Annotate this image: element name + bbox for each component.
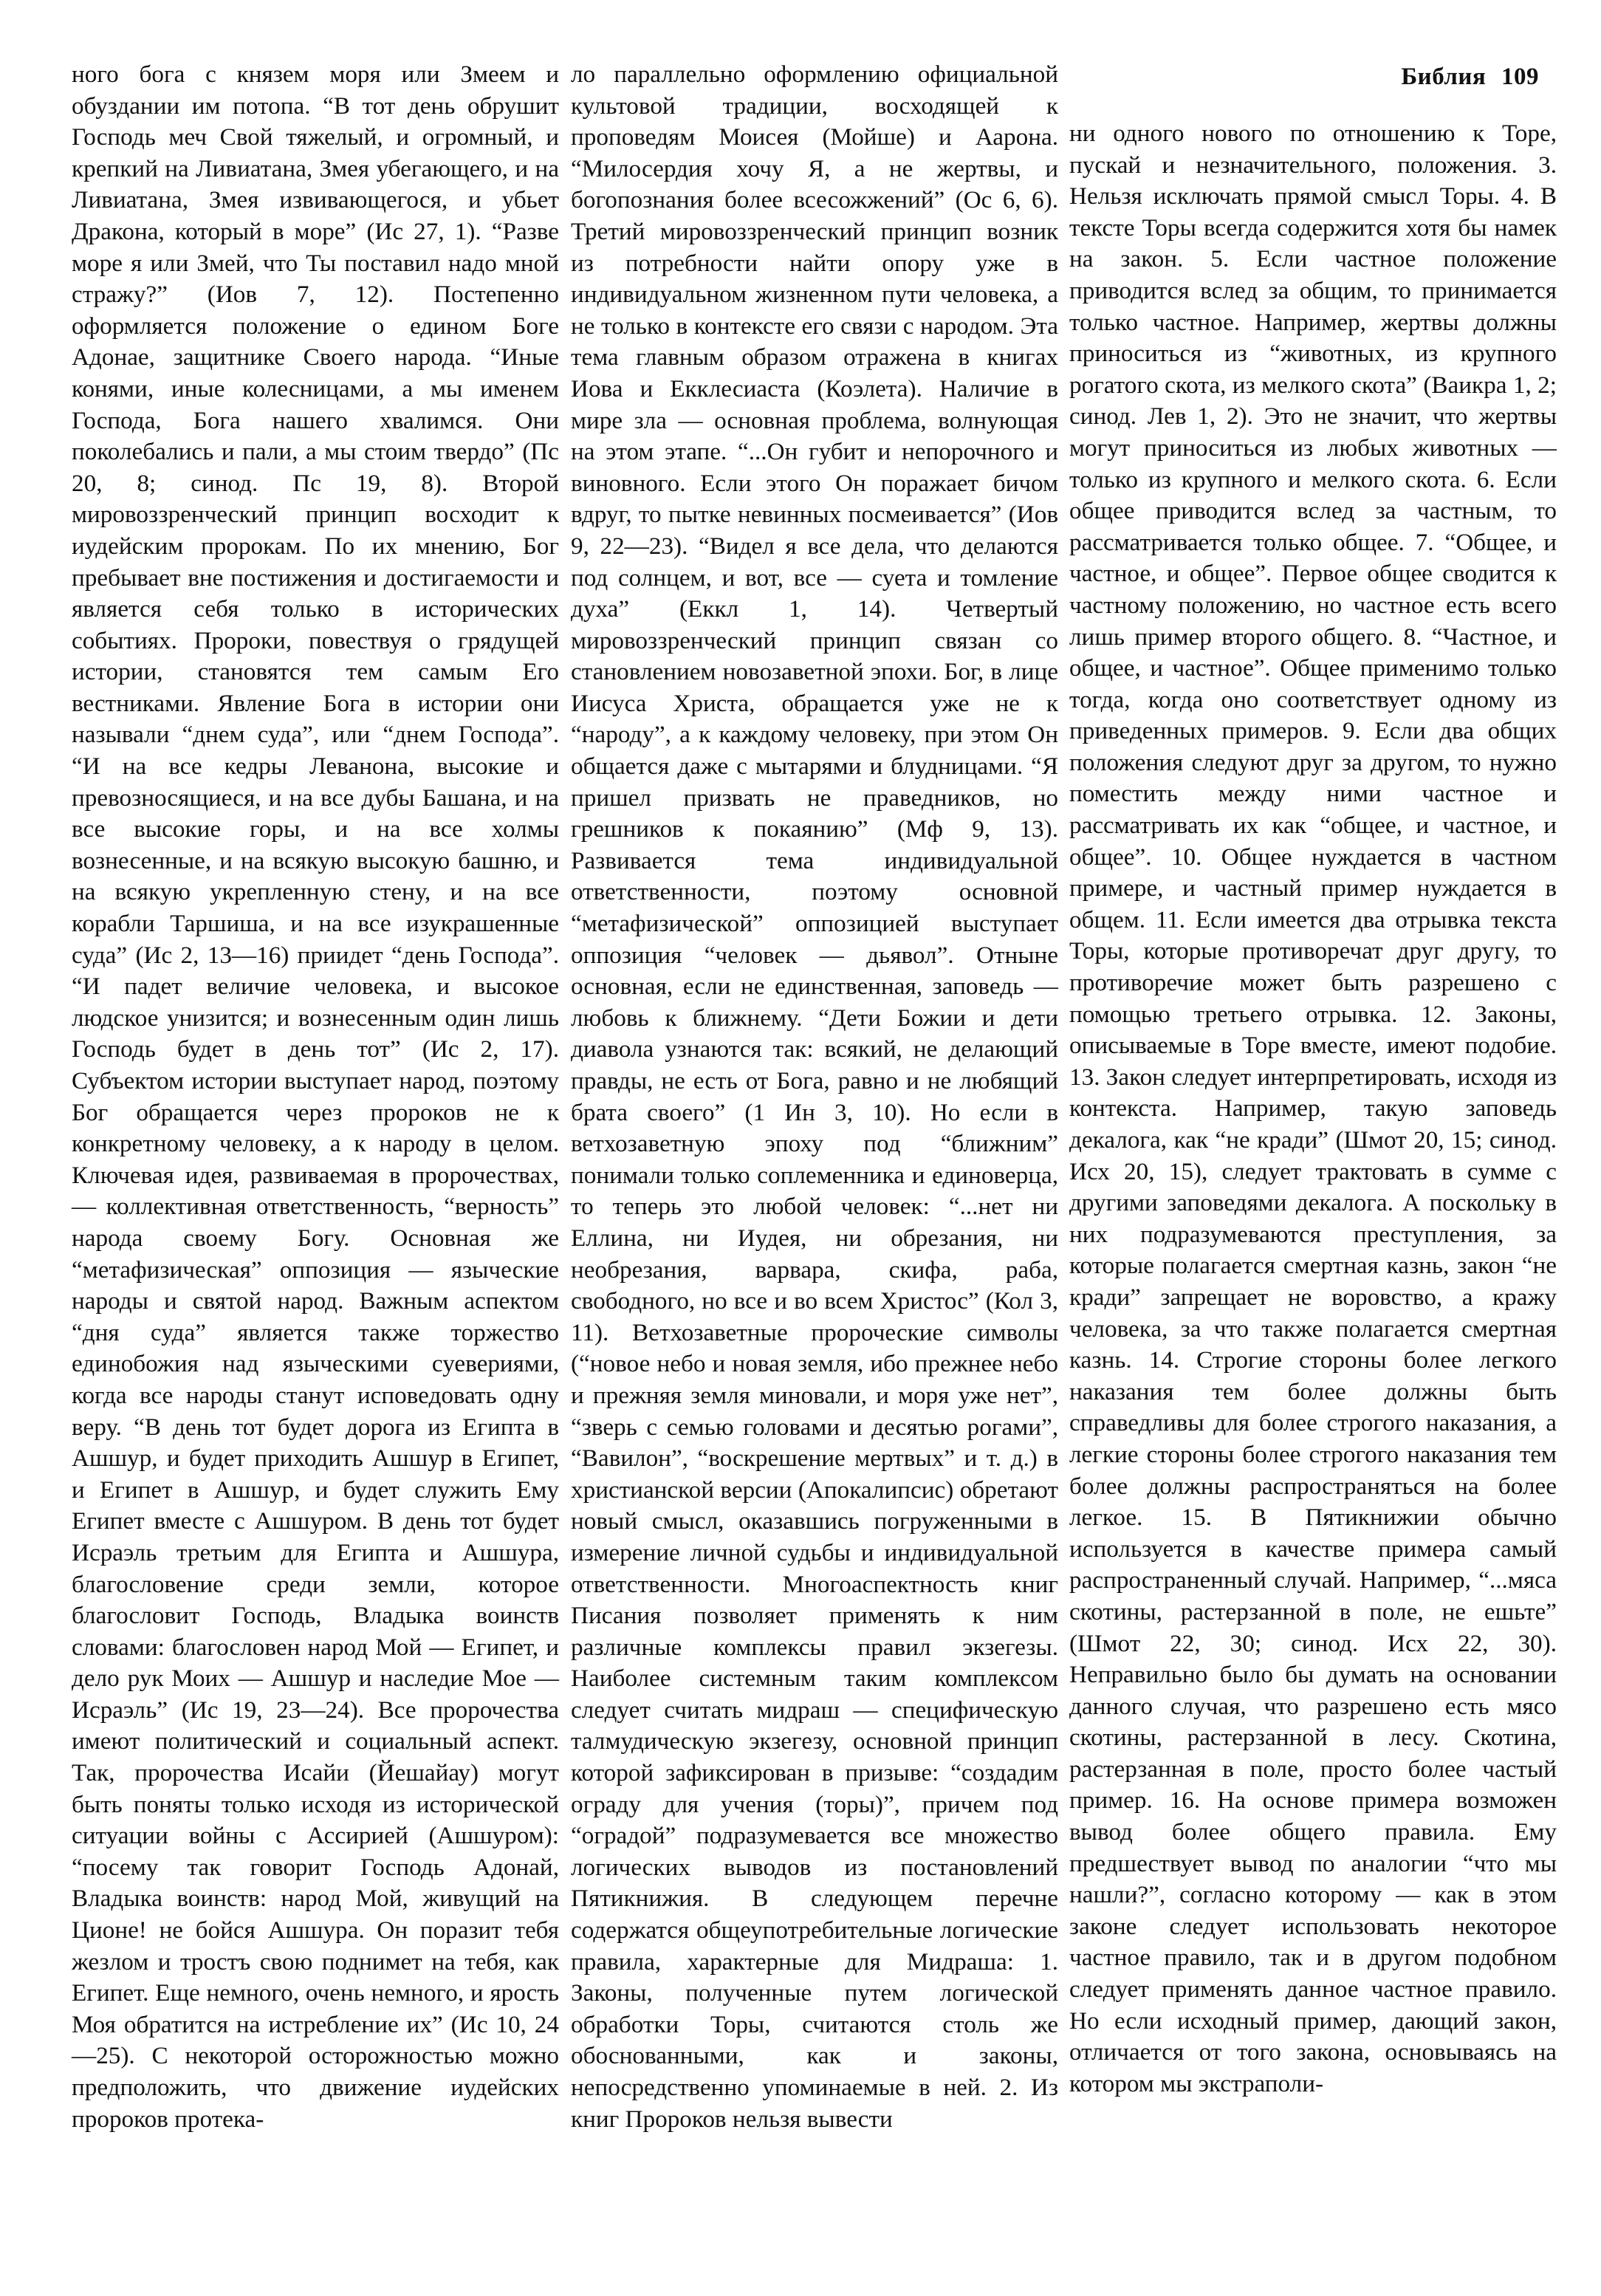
page-number: 109 — [1501, 64, 1539, 90]
text-column-2 — [571, 59, 1058, 2135]
running-head-title: Библия — [1401, 64, 1487, 90]
running-head — [1401, 64, 1539, 91]
column-1-text: ного бога с князем моря или Змеем и обуздании им потопа. “В тот день обрушит Господь меч Свой тяжелый, и огромный, и крепкий на Ливиатана, Змея убегающего, и на Ливиатана, Змея извивающегося, и убьет Дракона, который в море” (Ис 27, 1). “Разве море я или Змей, что Ты поставил надо мной стражу?” (Иов 7, 12). Постепенно оформляется положение о едином Боге Адонае, защитнике Своего народа. “Иные конями, иные колесницами, а мы именем Господа, Бога нашего хвалимся. Они поколебались и пали, а мы стоим твердо” (Пс 20, 8; синод. Пс 19, 8). Второй мировоззренческий принцип восходит к иудейским пророкам. По их мнению, Бог пребывает вне постижения и достигаемости и является себя только в исторических событиях. Пророки, повествуя о грядущей истории, становятся тем самым Его вестниками. Явление Бога в истории они называли “днем суда”, или “днем Господа”. “И на все кедры Леванона, высокие и превозносящиеся, и на все дубы Башана, и на все высокие горы, и на все холмы вознесенные, и на всякую высокую башню, и на всякую укрепленную стену, и на все корабли Таршиша, и на все изукрашенные суда” (Ис 2, 13—16) приидет “день Господа”. “И падет величие человека, и высокое людское унизится; и вознесенным один лишь Господь будет в день тот” (Ис 2, 17). Субъектом истории выступает народ, поэтому Бог обращается через пророков не к конкретному человеку, а к народу в целом. Ключевая идея, развиваемая в пророчествах, — коллективная ответственность, “верность” народа своему Богу. Основная же “метафизическая” оппозиция — языческие народы и святой народ. Важным аспектом “дня суда” является также торжество единобожия над языческими суевериями, когда все народы станут исповедовать одну веру. “В день тот будет дорога из Египта в Ашшур, и будет приходить Ашшур в Египет, и Египет в Ашшур, и будет служить Ему Египет вместе с Ашшуром. В день тот будет Исраэль третьим для Египта и Ашшура, благословение среди земли, которое благословит Господь, Владыка воинств словами: благословен народ Мой — Египет, и дело рук Моих — Ашшур и наследие Мое — Исраэль” (Ис 19, 23—24). Все пророчества имеют политический и социальный аспект. Так, пророчества Исайи (Йешайау) могут быть поняты только исходя из исторической ситуации войны с Ассирией (Ашшуром): “посему так говорит Господь Адонай, Владыка воинств: народ Мой, живущий на Ционе! не бойся Ашшура. Он поразит тебя жезлом и тростъ свою поднимет на тебя, как Египет. Еще немного, очень немного, и ярость Моя обратится на истребление их” (Ис 10, 24—25). С некоторой осторожностью можно предположить, что движение иудейских пророков протека- — [72, 61, 559, 2133]
text-column-3 — [1069, 118, 1557, 2100]
column-3-text: ни одного нового по отношению к Торе, пускай и незначительного, положения. 3. Нельзя исключать прямой смысл Торы. 4. В тексте Торы всегда содержится хотя бы намек на закон. 5. Если частное положение приводится вслед за общим, то принимается только частное. Например, жертвы должны приноситься из “животных, из крупного рогатого скота, из мелкого скота” (Ваикра 1, 2; синод. Лев 1, 2). Это не значит, что жертвы могут приноситься из любых животных — только из крупного и мелкого скота. 6. Если общее приводится вслед за частным, то рассматривается только общее. 7. “Общее, и частное, и общее”. Первое общее сводится к частному положению, но частное есть всего лишь пример второго общего. 8. “Частное, и общее, и частное”. Общее применимо только тогда, когда оно соответствует одному из приведенных примеров. 9. Если два общих положения следуют друг за другом, то нужно поместить между ними частное и рассматривать их как “общее, и частное, и общее”. 10. Общее нуждается в частном примере, и частный пример нуждается в общем. 11. Если имеется два отрывка текста Торы, которые противоречат друг другу, то противоречие может быть разрешено с помощью третьего отрывка. 12. Законы, описываемые в Торе вместе, имеют подобие. 13. Закон следует интерпретировать, исходя из контекста. Например, такую заповедь декалога, как “не кради” (Шмот 20, 15; синод. Исх 20, 15), следует трактовать в сумме с другими заповедями декалога. А поскольку в них подразумеваются преступления, за которые полагается смертная казнь, закон “не кради” запрещает не воровство, а кражу человека, за что также полагается смертная казнь. 14. Строгие стороны более легкого наказания тем более должны быть справедливы для более строгого наказания, а легкие стороны более строгого наказания тем более должны распространяться на более легкое. 15. В Пятикнижии обычно используется в качестве примера самый распространенный случай. Например, “...мяса скотины, растерзанной в поле, не ешьте” (Шмот 22, 30; синод. Исх 22, 30). Неправильно было бы думать на основании данного случая, что разрешено есть мясо скотины, растерзанной в лесу. Скотина, растерзанная в поле, просто более частый пример. 16. На основе примера возможен вывод более общего правила. Ему предшествует вывод по аналогии “что мы нашли?”, согласно которому — как в этом законе следует использовать некоторое частное правило, так и в другом подобном следует применять данное частное правило. Но если исходный пример, дающий закон, отличается от того закона, основываясь на котором мы экстраполи- — [1069, 120, 1557, 2097]
text-column-1 — [72, 59, 559, 2135]
column-2-text: ло параллельно оформлению официальной культовой традиции, восходящей к проповедям Моисея (Мойше) и Аарона. “Милосердия хочу Я, а не жертвы, и богопознания более всесожжений” (Ос 6, 6). Третий мировоззренческий принцип возник из потребности найти опору уже в индивидуальном жизненном пути человека, а не только в контексте его связи с народом. Эта тема главным образом отражена в книгах Иова и Екклесиаста (Коэлета). Наличие в мире зла — основная проблема, волнующая на этом этапе. “...Он губит и непорочного и виновного. Если этого Он поражает бичом вдруг, то пытке невинных посмеивается” (Иов 9, 22—23). “Видел я все дела, что делаются под солнцем, и вот, все — суета и томление духа” (Еккл 1, 14). Четвертый мировоззренческий принцип связан со становлением новозаветной эпохи. Бог, в лице Иисуса Христа, обращается уже не к “народу”, а к каждому человеку, при этом Он общается даже с мытарями и блудницами. “Я пришел призвать не праведников, но грешников к покаянию” (Мф 9, 13). Развивается тема индивидуальной ответственности, поэтому основной “метафизической” оппозицией выступает оппозиция “человек — дьявол”. Отныне основная, если не единственная, заповедь — любовь к ближнему. “Дети Божии и дети диавола узнаются так: всякий, не делающий правды, не есть от Бога, равно и не любящий брата своего” (1 Ин 3, 10). Но если в ветхозаветную эпоху под “ближним” понимали только соплеменника и единоверца, то теперь это любой человек: “...нет ни Еллина, ни Иудея, ни обрезания, ни необрезания, варвара, скифа, раба, свободного, но все и во всем Христос” (Кол 3, 11). Ветхозаветные пророческие символы (“новое небо и новая земля, ибо прежнее небо и прежняя земля миновали, и моря уже нет”, “зверь с семью головами и десятью рогами”, “Вавилон”, “воскрешение мертвых” и т. д.) в христианской версии (Апокалипсис) обретают новый смысл, оказавшись погруженными в измерение личной судьбы и индивидуальной ответственности. Многоаспектность книг Писания позволяет применять к ним различные комплексы правил экзегезы. Наиболее системным таким комплексом следует считать мидраш — специфическую талмудическую экзегезу, основной принцип которой зафиксирован в призыве: “создадим ограду для учения (торы)”, причем под “оградой” подразумевается все множество логических выводов из постановлений Пятикнижия. В следующем перечне содержатся общеупотребительные логические правила, характерные для Мидраша: 1. Законы, полученные путем логической обработки Торы, считаются столь же обоснованными, как и законы, непосредственно упоминаемые в ней. 2. Из книг Пророков нельзя вывести — [571, 61, 1058, 2133]
